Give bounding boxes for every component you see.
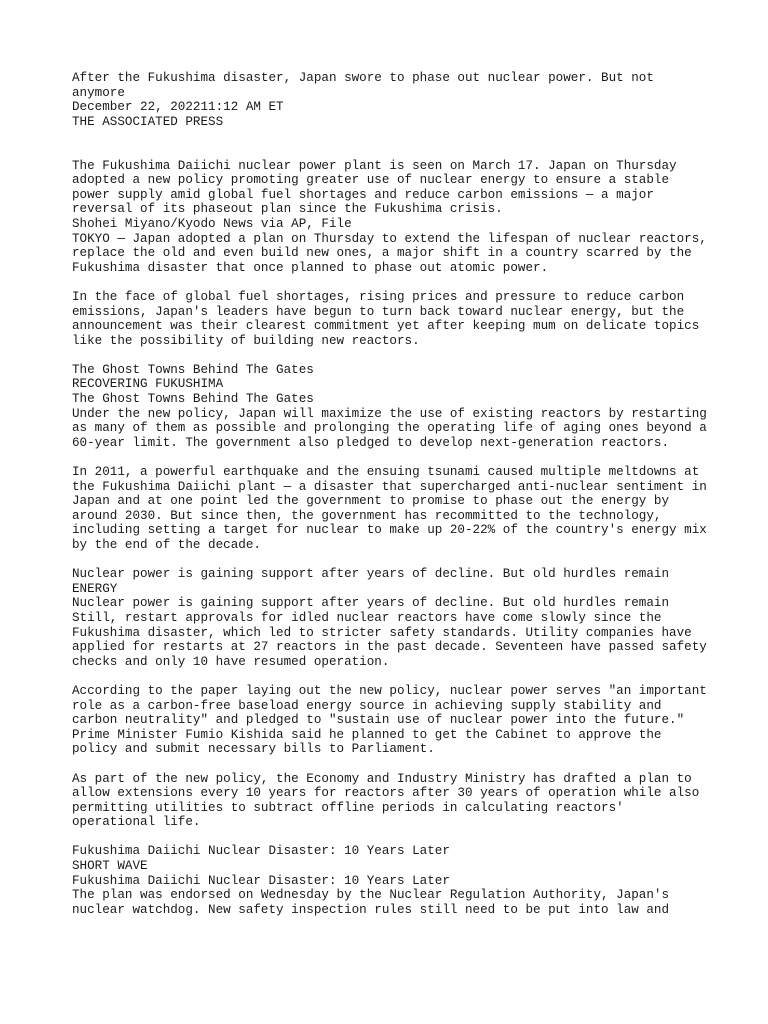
spacer xyxy=(72,450,712,465)
paragraph: According to the paper laying out the new policy, nuclear power serves "an important role as a carbon-free baseload energy source in achieving supply stability and carbon neutrality" and pledged to "sustain use of nuclear power into the future." Prime Minister Fumio Kishida said he planned to get the Cabinet to approve the policy and submit necessary bills to Parliament. xyxy=(72,683,707,757)
paragraph: Under the new policy, Japan will maximize the use of existing reactors by restarting as many of them as possible and prolonging the operating life of aging ones beyond a 60-year limit. The government also pledged to develop next-generation reactors. xyxy=(72,406,707,450)
paragraph: As part of the new policy, the Economy and Industry Ministry has drafted a plan to allow extensions every 10 years for reactors after 30 years of operation while also permitting utilities to subtract offline periods in calculating reactors' operational life. xyxy=(72,771,700,830)
photo-caption-block xyxy=(72,159,712,276)
article-header xyxy=(72,71,712,129)
paragraph: The plan was endorsed on Wednesday by the Nuclear Regulation Authority, Japan's nuclear watchdog. New safety inspection rules still need to be put into law and xyxy=(72,888,670,917)
article-source: THE ASSOCIATED PRESS xyxy=(72,114,224,129)
photo-credit: Shohei Miyano/Kyodo News via AP, File xyxy=(72,216,352,231)
article-page xyxy=(72,71,712,917)
paragraph: In the face of global fuel shortages, rising prices and pressure to reduce carbon emissions, Japan's leaders have begun to turn back toward nuclear energy, but the announcement was their clearest commitment yet after keeping mum on delicate topics like the possibility of building new reactors. xyxy=(72,289,700,348)
related-link-title[interactable]: Fukushima Daiichi Nuclear Disaster: 10 Years Later xyxy=(72,844,450,859)
photo-caption: The Fukushima Daiichi nuclear power plant is seen on March 17. Japan on Thursday adopted a new policy promoting greater use of nuclear energy to ensure a stable power supply amid global fuel shortages and reduce carbon emissions — a major reversal of its phaseout plan since the Fukushima crisis. xyxy=(72,158,677,217)
related-link-title-repeat[interactable]: The Ghost Towns Behind The Gates xyxy=(72,392,314,407)
spacer xyxy=(72,129,712,158)
related-link-block xyxy=(72,363,712,451)
article-dateline: December 22, 202211:12 AM ET xyxy=(72,100,284,115)
related-link-title[interactable]: Nuclear power is gaining support after years of decline. But old hurdles remain xyxy=(72,567,670,582)
related-link-title[interactable]: The Ghost Towns Behind The Gates xyxy=(72,362,314,377)
paragraph-lede: TOKYO — Japan adopted a plan on Thursday to extend the lifespan of nuclear reactors, replace the old and even build new ones, a major shift in a country scarred by the Fukushima disaster that once planned to phase out atomic power. xyxy=(72,231,707,275)
related-link-title-repeat[interactable]: Fukushima Daiichi Nuclear Disaster: 10 Years Later xyxy=(72,873,450,888)
article-title: After the Fukushima disaster, Japan swore to phase out nuclear power. But not anymore xyxy=(72,71,654,100)
related-link-block xyxy=(72,567,712,669)
related-link-section: ENERGY xyxy=(72,581,118,596)
related-link-section: SHORT WAVE xyxy=(72,859,148,874)
related-link-block xyxy=(72,844,712,917)
related-link-title-repeat[interactable]: Nuclear power is gaining support after years of decline. But old hurdles remain xyxy=(72,596,670,611)
spacer xyxy=(72,275,712,290)
paragraph: Still, restart approvals for idled nuclear reactors have come slowly since the Fukushima disaster, which led to stricter safety standards. Utility companies have applied for restarts at 27 reactors in the past decade. Seventeen have passed safety checks and only 10 have resumed operation. xyxy=(72,610,707,669)
spacer xyxy=(72,669,712,684)
paragraph: In 2011, a powerful earthquake and the ensuing tsunami caused multiple meltdowns at the Fukushima Daiichi plant — a disaster that supercharged anti-nuclear sentiment in Japan and at one point led the government to promise to phase out the energy by around 2030. But since then, the government has recommitted to the technology, including setting a target for nuclear to make up 20-22% of the country's energy mix by the end of the decade. xyxy=(72,465,707,552)
related-link-section: RECOVERING FUKUSHIMA xyxy=(72,377,224,392)
